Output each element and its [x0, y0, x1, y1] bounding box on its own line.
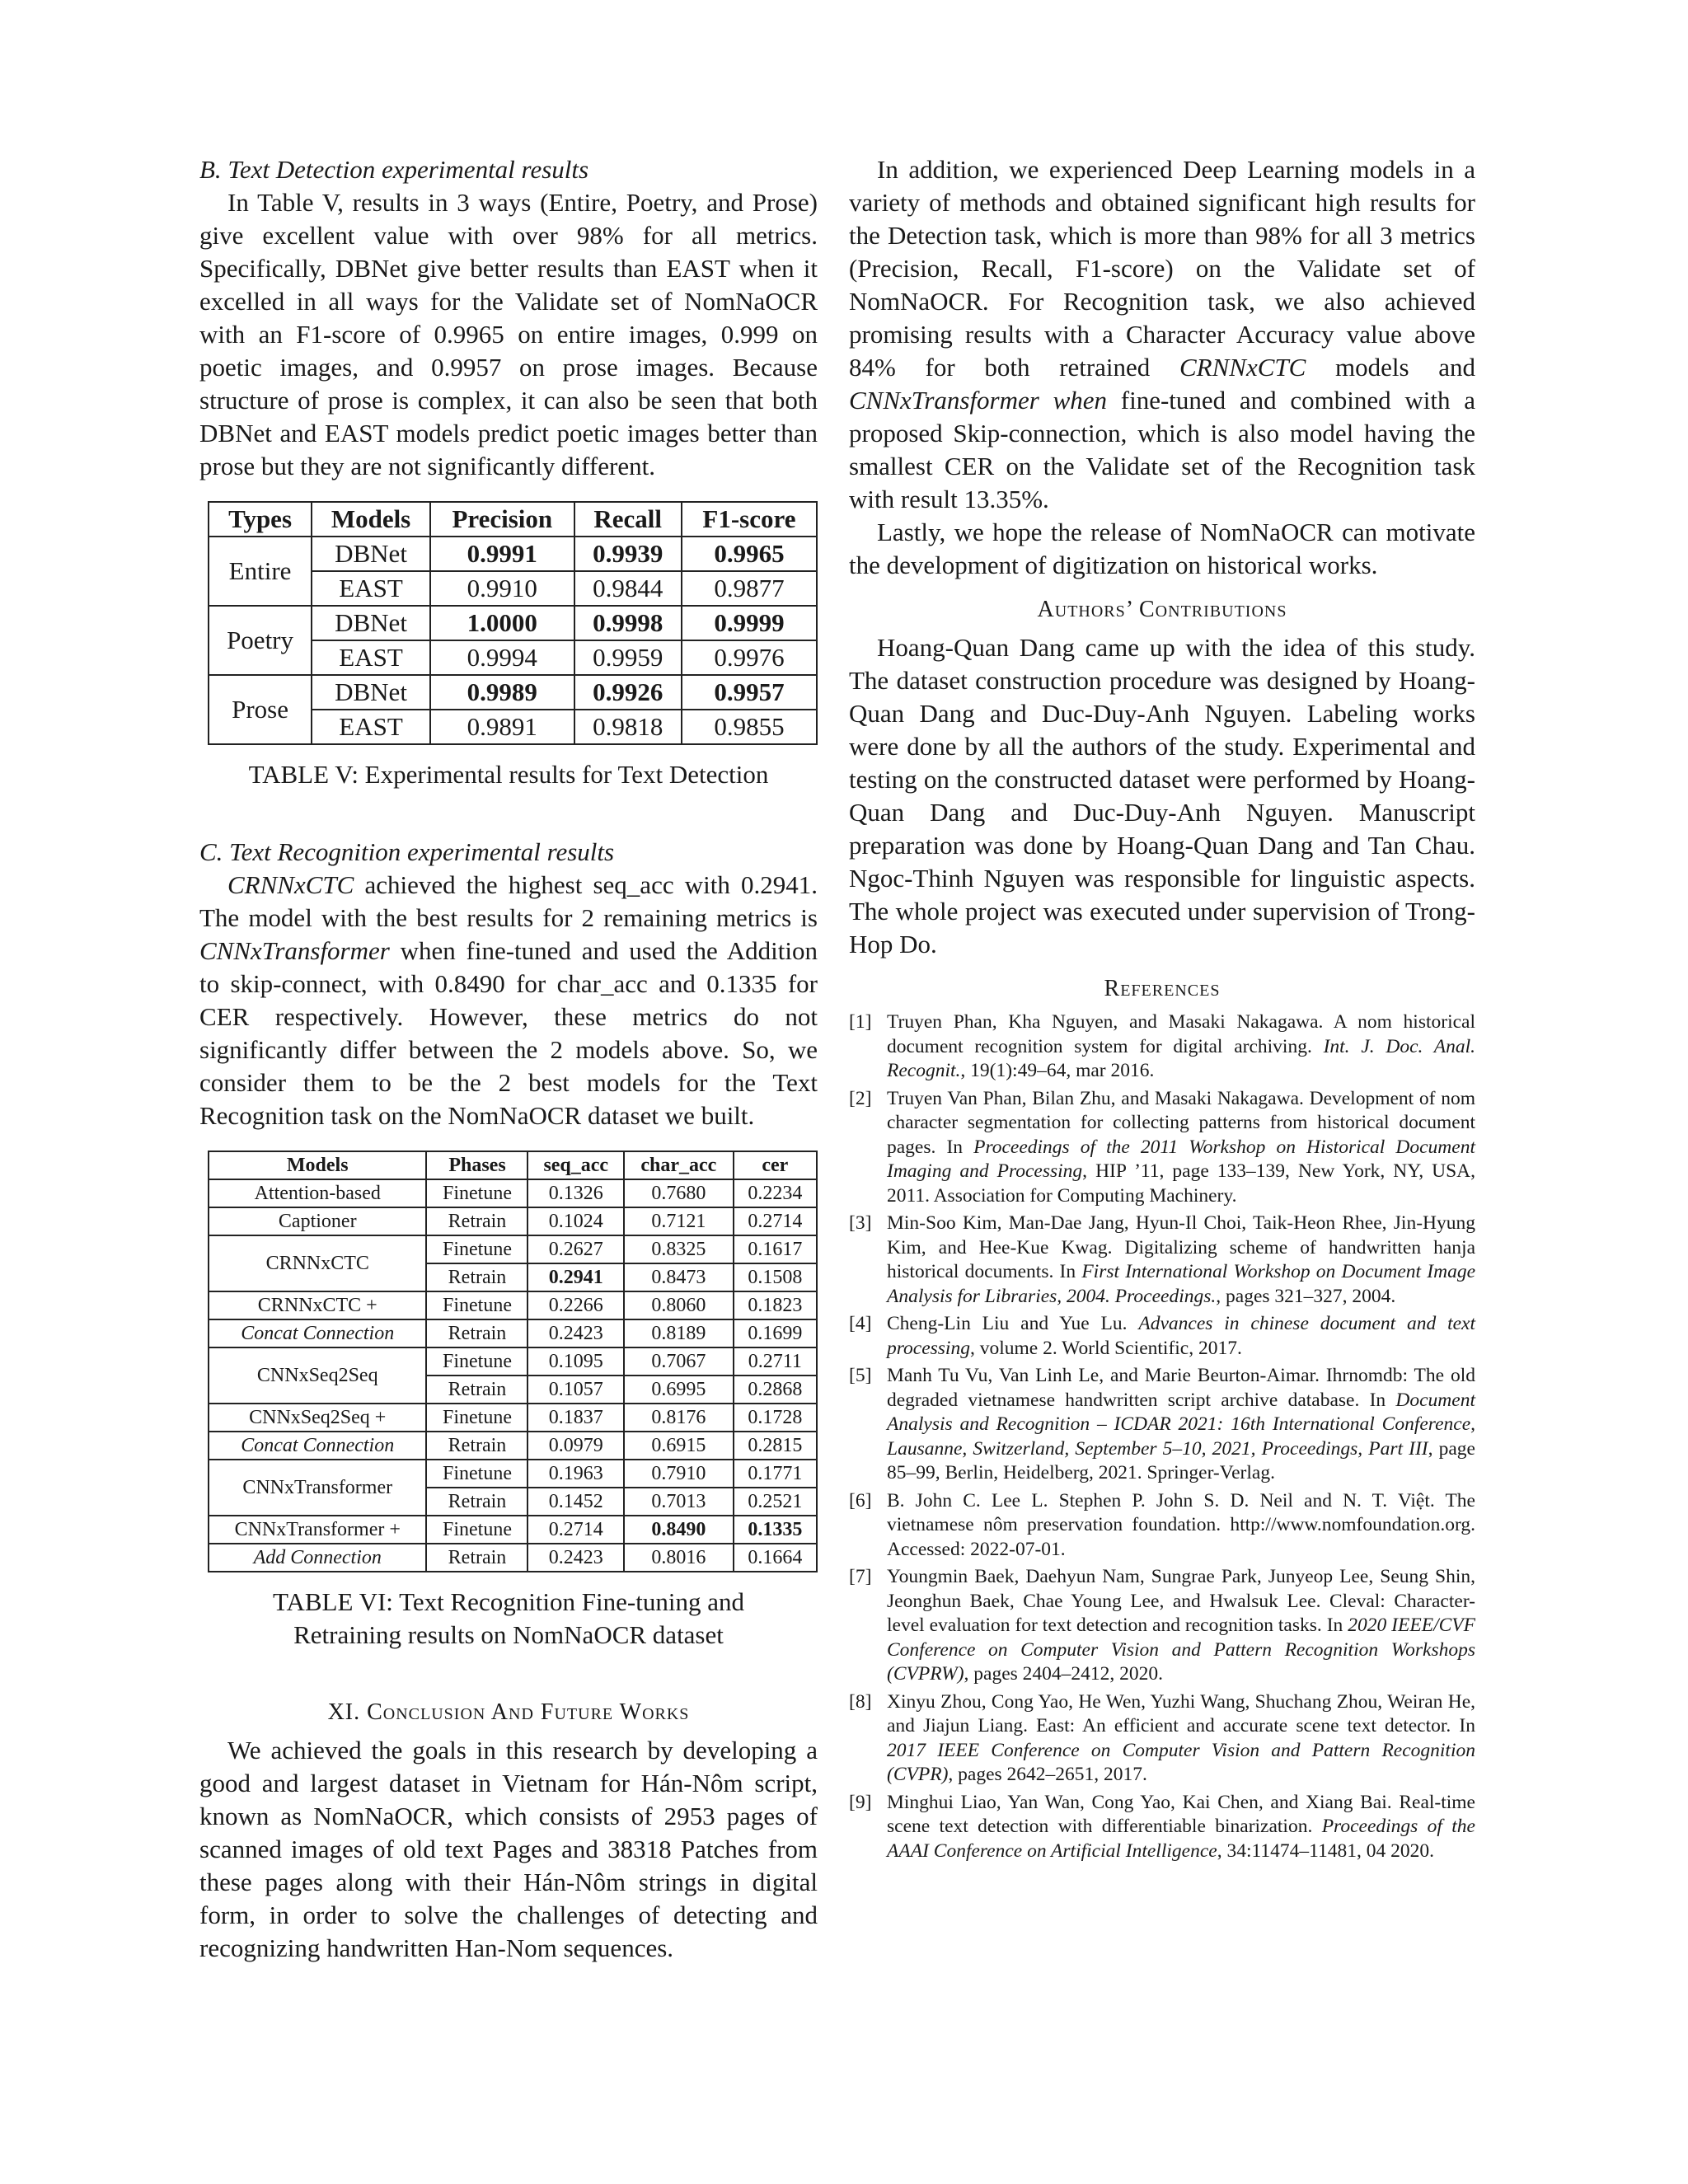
- reference-text: B. John C. Lee L. Stephen P. John S. D. Neil and N. T. Việt. The vietnamese nôm preservation foundation. http://www.nomfoundation.org. Accessed: 2022-07-01.: [887, 1489, 1475, 1560]
- table-vi-header: cer: [734, 1151, 817, 1179]
- phase-cell: Retrain: [426, 1319, 528, 1347]
- model-name-crnnxctc: CRNNxCTC: [1179, 353, 1306, 382]
- char-acc-cell: 0.8060: [624, 1291, 734, 1319]
- precision-cell: 0.9994: [430, 640, 574, 675]
- f1-cell: 0.9877: [682, 571, 817, 606]
- table-row: [209, 1347, 817, 1376]
- reference-item: [849, 1087, 1475, 1209]
- model-cell: DBNet: [312, 537, 430, 571]
- reference-text: Min-Soo Kim, Man-Dae Jang, Hyun-Il Choi, Taik-Heon Rhee, Jin-Hyung Kim, and Hee-Kue Kwag. Digitalizing scheme of handwritten hanja historical documents. In: [887, 1212, 1475, 1282]
- conclusion-paragraph: [849, 153, 1475, 516]
- reference-tail: , page 85–99, Berlin, Heidelberg, 2021. Springer-Verlag.: [887, 1437, 1475, 1483]
- model-cell: EAST: [312, 710, 430, 744]
- char-acc-cell: 0.7121: [624, 1207, 734, 1235]
- seq-acc-cell: 0.2423: [528, 1319, 624, 1347]
- section-xi-paragraph: We achieved the goals in this research by developing a good and largest dataset in Vietnam for Hán-Nôm script, known as NomNaOCR, which consists of 2953 pages of scanned images of old text Pages and 38318 Patches from these pages along with their Hán-Nôm strings in digital form, in order to solve the challenges of detecting and recognizing handwritten Han-Nom sequences.: [199, 1736, 818, 1962]
- table-v-header: Models: [312, 502, 430, 537]
- cer-cell: 0.1664: [734, 1544, 817, 1572]
- model-cell: CNNxSeq2Seq +: [209, 1404, 426, 1432]
- reference-tail: , 34:11474–11481, 04 2020.: [1217, 1840, 1434, 1862]
- table-vi: [208, 1151, 818, 1572]
- reference-venue: Advances in chinese document and text processing: [887, 1313, 1475, 1359]
- cer-cell: 0.2234: [734, 1179, 817, 1207]
- f1-cell: 0.9957: [682, 675, 817, 710]
- reference-item: [849, 1010, 1475, 1084]
- table-row: [209, 1291, 817, 1319]
- conclusion-text-a: In addition, we experienced Deep Learning models in a variety of methods and obtained significant high results for the Detection task, which is more than 98% for all 3 metrics (Precision, Recall, F1-score) on the Validate set of NomNaOCR. For Recognition task, we also achieved promising results with a Character Accuracy value above 84% for both retrained: [849, 155, 1475, 382]
- phase-cell: Retrain: [426, 1432, 528, 1460]
- seq-acc-cell: 0.2423: [528, 1544, 624, 1572]
- reference-number: [1]: [849, 1011, 872, 1033]
- model-cell-line2: Concat Connection: [209, 1319, 426, 1347]
- model-cell: EAST: [312, 640, 430, 675]
- recall-cell: 0.9998: [574, 606, 682, 640]
- seq-acc-cell: 0.1095: [528, 1347, 624, 1376]
- table-row: [209, 1544, 817, 1572]
- type-cell: Poetry: [209, 606, 312, 675]
- reference-venue: 2017 IEEE Conference on Computer Vision and Pattern Recognition (CVPR): [887, 1739, 1475, 1785]
- reference-venue: Int. J. Doc. Anal. Recognit.: [887, 1035, 1475, 1081]
- table-row: [209, 1207, 817, 1235]
- model-cell: EAST: [312, 571, 430, 606]
- section-c-text-a: achieved the highest seq_acc with 0.2941. The model with the best results for 2 remaining metrics is: [199, 870, 818, 932]
- table-vi-caption-line2: Retraining results on NomNaOCR dataset: [293, 1620, 724, 1649]
- table-row: [209, 1516, 817, 1544]
- model-name-crnnxctc: CRNNxCTC: [227, 870, 354, 899]
- section-xi-heading: XI. Conclusion And Future Works: [327, 1699, 690, 1725]
- table-v-caption: TABLE V: Experimental results for Text Detection: [248, 760, 769, 789]
- table-vi-header: Phases: [426, 1151, 528, 1179]
- precision-cell: 0.9891: [430, 710, 574, 744]
- phase-cell: Retrain: [426, 1376, 528, 1404]
- precision-cell: 1.0000: [430, 606, 574, 640]
- reference-text: Manh Tu Vu, Van Linh Le, and Marie Beurton-Aimar. Ihrnomdb: The old degraded vietnamese handwritten script archive database. In: [887, 1365, 1475, 1411]
- reference-item: [849, 1364, 1475, 1486]
- model-cell: CNNxTransformer +: [209, 1516, 426, 1544]
- char-acc-cell: 0.7067: [624, 1347, 734, 1376]
- reference-venue: Proceedings of the 2011 Workshop on Historical Document Imaging and Processing: [887, 1136, 1475, 1182]
- char-acc-cell: 0.8473: [624, 1263, 734, 1291]
- reference-list: [849, 1010, 1475, 1863]
- phase-cell: Finetune: [426, 1516, 528, 1544]
- reference-number: [2]: [849, 1087, 872, 1109]
- reference-text: Cheng-Lin Liu and Yue Lu.: [887, 1313, 1139, 1334]
- seq-acc-cell: 0.2941: [528, 1263, 624, 1291]
- char-acc-cell: 0.7680: [624, 1179, 734, 1207]
- reference-venue: 2020 IEEE/CVF Conference on Computer Vision and Pattern Recognition Workshops (CVPRW): [887, 1615, 1475, 1685]
- table-v: [208, 501, 818, 745]
- model-cell-line2: Captioner: [209, 1207, 426, 1235]
- f1-cell: 0.9976: [682, 640, 817, 675]
- cer-cell: 0.1699: [734, 1319, 817, 1347]
- reference-item: [849, 1212, 1475, 1309]
- model-cell: DBNet: [312, 606, 430, 640]
- seq-acc-cell: 0.0979: [528, 1432, 624, 1460]
- table-row: [209, 537, 817, 571]
- references-heading: References: [1104, 976, 1221, 1001]
- char-acc-cell: 0.6995: [624, 1376, 734, 1404]
- reference-tail: , pages 2642–2651, 2017.: [948, 1764, 1147, 1785]
- reference-number: [7]: [849, 1566, 872, 1587]
- seq-acc-cell: 0.1024: [528, 1207, 624, 1235]
- authors-paragraph: Hoang-Quan Dang came up with the idea of this study. The dataset construction procedure was designed by Hoang-Quan Dang and Duc-Duy-Anh Nguyen. Labeling works were done by all the authors of the study. Experimental and testing on the constructed dataset were performed by Hoang-Quan Dang and Duc-Duy-Anh Nguyen. Manuscript preparation was done by Hoang-Quan Dang and Tan Chau. Ngoc-Thinh Nguyen was responsible for linguistic aspects. The whole project was executed under supervision of Trong-Hop Do.: [849, 633, 1475, 958]
- section-b-heading: B. Text Detection experimental results: [199, 155, 589, 184]
- model-cell: Attention-based: [209, 1179, 426, 1207]
- phase-cell: Finetune: [426, 1347, 528, 1376]
- reference-item: [849, 1489, 1475, 1563]
- reference-tail: , HIP ’11, page 133–139, New York, NY, USA, 2011. Association for Computing Machinery.: [887, 1160, 1475, 1207]
- table-v-header: Types: [209, 502, 312, 537]
- reference-number: [5]: [849, 1365, 872, 1386]
- precision-cell: 0.9991: [430, 537, 574, 571]
- seq-acc-cell: 0.1057: [528, 1376, 624, 1404]
- model-cell: CNNxTransformer: [209, 1460, 426, 1516]
- table-row: [209, 675, 817, 710]
- cer-cell: 0.2714: [734, 1207, 817, 1235]
- phase-cell: Finetune: [426, 1291, 528, 1319]
- model-name-cnnxtransformer: CNNxTransformer when: [849, 386, 1108, 415]
- phase-cell: Finetune: [426, 1235, 528, 1263]
- reference-number: [9]: [849, 1791, 872, 1813]
- model-cell: CRNNxCTC +: [209, 1291, 426, 1319]
- seq-acc-cell: 0.1837: [528, 1404, 624, 1432]
- reference-text: Youngmin Baek, Daehyun Nam, Sungrae Park, Junyeop Lee, Seung Shin, Jeonghun Baek, Chae Young Lee, and Hwalsuk Lee. Cleval: Character-level evaluation for text detection and recognition tasks. In: [887, 1566, 1475, 1636]
- char-acc-cell: 0.8325: [624, 1235, 734, 1263]
- reference-venue: Proceedings of the AAAI Conference on Artificial Intelligence: [887, 1816, 1475, 1862]
- seq-acc-cell: 0.2627: [528, 1235, 624, 1263]
- reference-venue: Document Analysis and Recognition – ICDAR 2021: 16th International Conference, Lausanne, Switzerland, September 5–10, 2021, Proceedings, Part III: [887, 1389, 1475, 1460]
- cer-cell: 0.1728: [734, 1404, 817, 1432]
- reference-number: [6]: [849, 1489, 872, 1511]
- phase-cell: Retrain: [426, 1207, 528, 1235]
- precision-cell: 0.9989: [430, 675, 574, 710]
- reference-item: [849, 1791, 1475, 1864]
- char-acc-cell: 0.8016: [624, 1544, 734, 1572]
- conclusion-text-b: models and: [1306, 353, 1475, 382]
- seq-acc-cell: 0.1452: [528, 1488, 624, 1516]
- table-row: [209, 1460, 817, 1488]
- section-c-text-b: when fine-tuned and used the Addition to skip-connect, with 0.8490 for char_acc and 0.1335 for CER respectively. However, these metrics do not significantly differ between the 2 models above. So, we consider them to be the 2 best models for the Text Recognition task on the NomNaOCR dataset we built.: [199, 936, 818, 1130]
- seq-acc-cell: 0.2266: [528, 1291, 624, 1319]
- cer-cell: 0.1823: [734, 1291, 817, 1319]
- reference-tail: , pages 2404–2412, 2020.: [964, 1663, 1164, 1685]
- cer-cell: 0.2868: [734, 1376, 817, 1404]
- cer-cell: 0.1617: [734, 1235, 817, 1263]
- f1-cell: 0.9965: [682, 537, 817, 571]
- reference-text: Truyen Phan, Kha Nguyen, and Masaki Nakagawa. A nom historical document recognition system for digital archiving.: [887, 1011, 1475, 1057]
- type-cell: Entire: [209, 537, 312, 606]
- reference-number: [4]: [849, 1313, 872, 1334]
- reference-text: Xinyu Zhou, Cong Yao, He Wen, Yuzhi Wang, Shuchang Zhou, Weiran He, and Jiajun Liang. East: An efficient and accurate scene text detector. In: [887, 1690, 1475, 1736]
- section-b-paragraph: In Table V, results in 3 ways (Entire, Poetry, and Prose) give excellent value with over 98% for all metrics. Specifically, DBNet give better results than EAST when it excelled in all ways for the Validate set of NomNaOCR with an F1-score of 0.9965 on entire images, 0.999 on poetic images, and 0.9957 on prose images. Because structure of prose is complex, it can also be seen that both DBNet and EAST models predict poetic images better than prose but they are not significantly different.: [199, 188, 818, 480]
- table-vi-header-row: [209, 1151, 817, 1179]
- char-acc-cell: 0.7013: [624, 1488, 734, 1516]
- cer-cell: 0.2711: [734, 1347, 817, 1376]
- char-acc-cell: 0.8189: [624, 1319, 734, 1347]
- model-cell: CNNxSeq2Seq: [209, 1347, 426, 1404]
- reference-tail: , pages 321–327, 2004.: [1216, 1285, 1396, 1307]
- seq-acc-cell: 0.1326: [528, 1179, 624, 1207]
- table-row: [209, 1432, 817, 1460]
- table-vi-header: seq_acc: [528, 1151, 624, 1179]
- model-name-cnnxtransformer: CNNxTransformer: [199, 936, 390, 965]
- table-v-header: F1-score: [682, 502, 817, 537]
- f1-cell: 0.9855: [682, 710, 817, 744]
- table-vi-caption-line1: TABLE VI: Text Recognition Fine-tuning and: [273, 1587, 744, 1616]
- table-vi-header: char_acc: [624, 1151, 734, 1179]
- model-cell-line2: Add Connection: [209, 1544, 426, 1572]
- cer-cell: 0.2815: [734, 1432, 817, 1460]
- reference-tail: , 19(1):49–64, mar 2016.: [960, 1060, 1155, 1081]
- recall-cell: 0.9939: [574, 537, 682, 571]
- table-row: [209, 1404, 817, 1432]
- model-cell: CRNNxCTC: [209, 1235, 426, 1291]
- reference-number: [3]: [849, 1212, 872, 1234]
- cer-cell: 0.1335: [734, 1516, 817, 1544]
- reference-text: Minghui Liao, Yan Wan, Cong Yao, Kai Chen, and Xiang Bai. Real-time scene text detection with differentiable binarization.: [887, 1791, 1475, 1837]
- phase-cell: Retrain: [426, 1544, 528, 1572]
- closing-paragraph: Lastly, we hope the release of NomNaOCR can motivate the development of digitization on historical works.: [849, 518, 1475, 579]
- reference-number: [8]: [849, 1690, 872, 1713]
- seq-acc-cell: 0.2714: [528, 1516, 624, 1544]
- section-c-paragraph: [199, 869, 818, 1132]
- phase-cell: Finetune: [426, 1460, 528, 1488]
- char-acc-cell: 0.8490: [624, 1516, 734, 1544]
- phase-cell: Retrain: [426, 1488, 528, 1516]
- left-column: [199, 153, 818, 1965]
- reference-tail: , volume 2. World Scientific, 2017.: [969, 1337, 1242, 1359]
- recall-cell: 0.9844: [574, 571, 682, 606]
- cer-cell: 0.2521: [734, 1488, 817, 1516]
- reference-item: [849, 1690, 1475, 1788]
- f1-cell: 0.9999: [682, 606, 817, 640]
- recall-cell: 0.9818: [574, 710, 682, 744]
- cer-cell: 0.1771: [734, 1460, 817, 1488]
- conclusion-text-c: fine-tuned and combined with a proposed Skip-connection, which is also model having the smallest CER on the Validate set of the Recognition task with result 13.35%.: [849, 386, 1475, 513]
- table-row: [209, 606, 817, 640]
- cer-cell: 0.1508: [734, 1263, 817, 1291]
- recall-cell: 0.9959: [574, 640, 682, 675]
- char-acc-cell: 0.7910: [624, 1460, 734, 1488]
- table-v-header-row: [209, 502, 817, 537]
- section-c-heading: C. Text Recognition experimental results: [199, 837, 615, 866]
- reference-item: [849, 1312, 1475, 1361]
- phase-cell: Finetune: [426, 1179, 528, 1207]
- reference-venue: First International Workshop on Document Image Analysis for Libraries, 2004. Proceedings.: [887, 1261, 1476, 1307]
- table-vi-header: Models: [209, 1151, 426, 1179]
- reference-item: [849, 1565, 1475, 1687]
- phase-cell: Finetune: [426, 1404, 528, 1432]
- table-row: [209, 1319, 817, 1347]
- char-acc-cell: 0.8176: [624, 1404, 734, 1432]
- table-row: [209, 1235, 817, 1263]
- model-cell: DBNet: [312, 675, 430, 710]
- recall-cell: 0.9926: [574, 675, 682, 710]
- right-column: [849, 153, 1475, 1867]
- table-row: [209, 1179, 817, 1207]
- phase-cell: Retrain: [426, 1263, 528, 1291]
- model-cell-line2: Concat Connection: [209, 1432, 426, 1460]
- table-v-header: Recall: [574, 502, 682, 537]
- seq-acc-cell: 0.1963: [528, 1460, 624, 1488]
- authors-heading: Authors’ Contributions: [1037, 597, 1287, 622]
- type-cell: Prose: [209, 675, 312, 744]
- char-acc-cell: 0.6915: [624, 1432, 734, 1460]
- table-v-header: Precision: [430, 502, 574, 537]
- reference-text: Truyen Van Phan, Bilan Zhu, and Masaki Nakagawa. Development of nom character segmentation for collecting patterns from historical document pages. In: [887, 1087, 1475, 1158]
- precision-cell: 0.9910: [430, 571, 574, 606]
